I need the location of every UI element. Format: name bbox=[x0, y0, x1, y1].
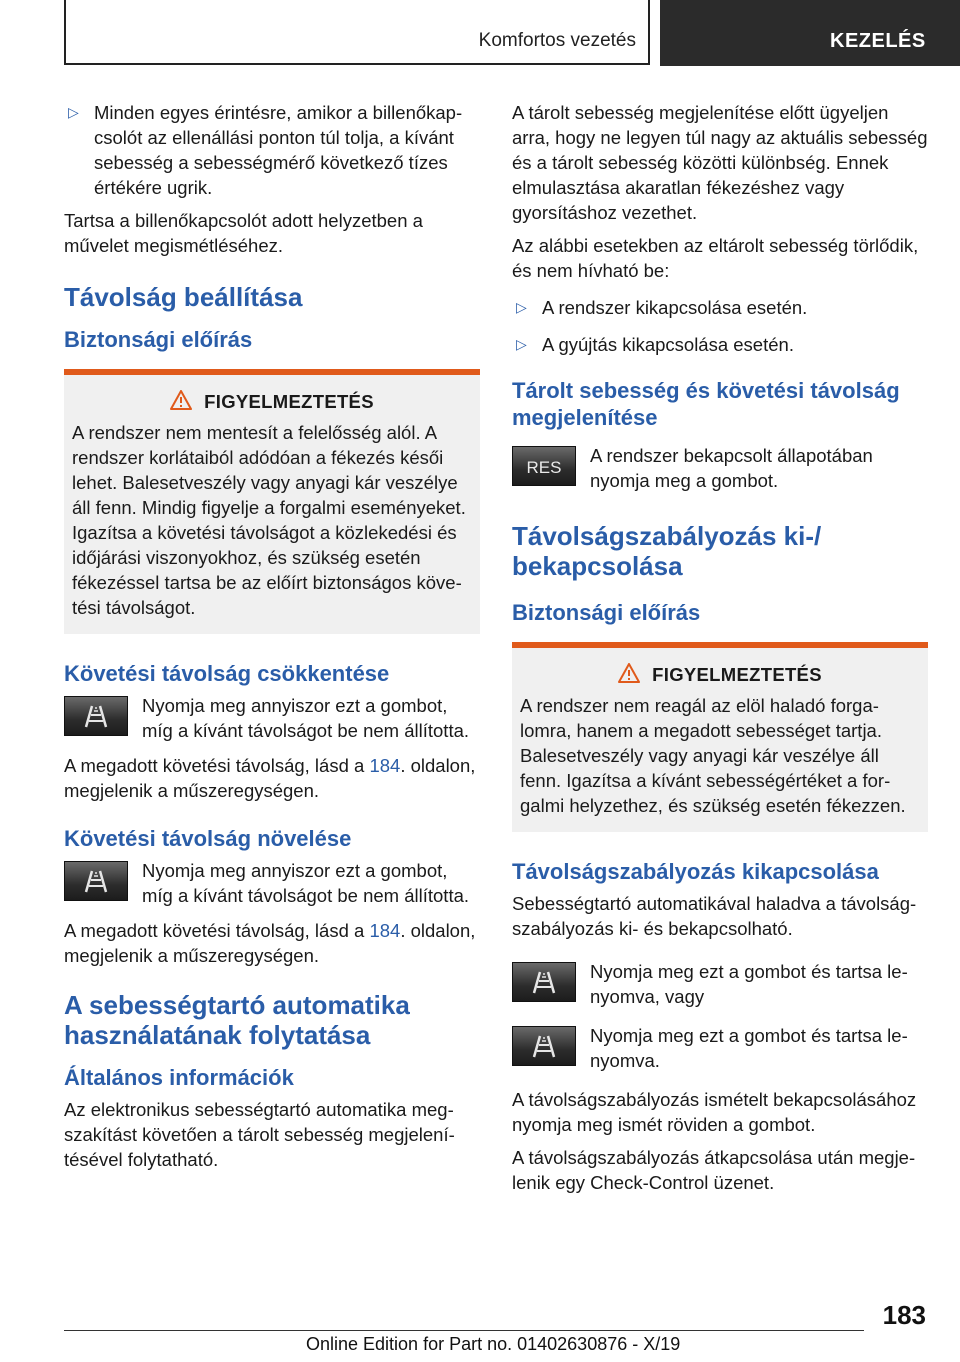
warning-title bbox=[72, 389, 472, 414]
warning-title-text: FIGYELMEZTETÉS bbox=[652, 664, 822, 685]
list-item bbox=[64, 100, 480, 200]
button-instruction bbox=[512, 1023, 928, 1073]
subsection-heading: Távolságszabályozás kikapcsolása bbox=[512, 859, 879, 884]
list-item bbox=[512, 295, 928, 320]
paragraph: Tartsa a billenőkapcsolót adott helyzetben a művelet megismétléséhez. bbox=[64, 210, 423, 256]
warning-triangle-icon bbox=[170, 390, 192, 410]
paragraph: Az alábbi esetekben az eltárolt sebesség törlődik, és nem hívható be: bbox=[512, 235, 919, 281]
warning-text: A rendszer nem reagál az elöl haladó forgalomra, hanem a megadott sebességet tartja. Balesetveszély vagy anyagi kár veszélye áll fenn. Igazítsa a kívánt sebességértéket a forgalmi helyzethez, és szükség esetén fékezzen. bbox=[520, 695, 906, 816]
page-reference-link[interactable]: 184 bbox=[369, 920, 401, 941]
button-instruction-text: A rendszer bekapcsolt állapotában nyomja meg a gombot. bbox=[590, 445, 873, 491]
footer-rule bbox=[64, 1330, 864, 1331]
warning-title bbox=[520, 662, 920, 687]
paragraph: A tárolt sebesség megjelenítése előtt ügyeljen arra, hogy ne legyen túl nagy az aktuális sebesség és a tárolt sebesség közötti különbség. Ennek elmulasztása akaratlan fékezéshez vagy gyorsításhoz vezethet. bbox=[512, 102, 928, 223]
left-column bbox=[64, 100, 480, 1180]
res-button-icon bbox=[512, 446, 576, 486]
subsection-heading: Tárolt sebesség és követési távolság megjelenítése bbox=[512, 378, 900, 430]
header-rule-mid bbox=[648, 0, 650, 64]
triangle-bullet-icon: ▷ bbox=[516, 336, 527, 352]
paragraph-text: A megadott követési távolság, lásd a bbox=[64, 755, 370, 776]
subsection-heading: Követési távolság csökkentése bbox=[64, 661, 390, 686]
paragraph: A távolságszabályozás átkapcsolása után megjelenik egy Check-Control üzenet. bbox=[512, 1147, 916, 1193]
paragraph-text: . oldalon, megjelenik a műszeregységen. bbox=[64, 920, 476, 966]
button-instruction bbox=[512, 443, 928, 493]
button-instruction-text: Nyomja meg annyiszor ezt a gombot, míg a kívánt távolságot be nem állította. bbox=[142, 860, 470, 906]
header-rule-bottom bbox=[64, 63, 650, 65]
header-chapter-label: KEZELÉS bbox=[830, 30, 926, 52]
header-section-title: Komfortos vezetés bbox=[478, 30, 636, 51]
warning-title-text: FIGYELMEZTETÉS bbox=[204, 391, 374, 412]
paragraph: Sebességtartó automatikával haladva a távolságszabályozás ki- és bekapcsolható. bbox=[512, 893, 917, 939]
distance-control-button-icon bbox=[64, 861, 128, 901]
distance-control-button-icon bbox=[64, 696, 128, 736]
button-instruction-text: Nyomja meg ezt a gombot és tartsa lenyomva, vagy bbox=[590, 961, 908, 1007]
warning-box bbox=[512, 642, 928, 832]
button-instruction-text: Nyomja meg annyiszor ezt a gombot, míg a kívánt távolságot be nem állította. bbox=[142, 695, 470, 741]
paragraph: Az elektronikus sebességtartó automatika megszakítást követően a tárolt sebesség megjelenítésével folytatható. bbox=[64, 1099, 455, 1170]
warning-triangle-icon bbox=[618, 663, 640, 683]
edition-note: Online Edition for Part no. 01402630876 - X/19 bbox=[306, 1334, 681, 1354]
triangle-bullet-icon: ▷ bbox=[516, 299, 527, 315]
subsection-heading: Biztonsági előírás bbox=[64, 327, 253, 352]
header-rule-left bbox=[64, 0, 66, 64]
button-instruction-text: Nyomja meg ezt a gombot és tartsa lenyomva. bbox=[590, 1025, 908, 1071]
page-footer bbox=[0, 1290, 960, 1362]
paragraph bbox=[64, 918, 480, 968]
list-item-text: A rendszer kikapcsolása esetén. bbox=[542, 297, 808, 318]
page-header bbox=[0, 0, 960, 66]
subsection-heading: Általános információk bbox=[64, 1065, 294, 1090]
right-column bbox=[512, 100, 928, 1203]
list-item-text: Minden egyes érintésre, amikor a billenőkapcsolót az ellenállási ponton túl tolja, a kívánt sebesség a sebességmérő következő tízes értékére ugrik. bbox=[94, 102, 463, 198]
res-button-label: RES bbox=[526, 458, 562, 477]
paragraph: A távolságszabályozás ismételt bekapcsolásához nyomja meg ismét röviden a gombot. bbox=[512, 1089, 917, 1135]
paragraph-text: A megadott követési távolság, lásd a bbox=[64, 920, 370, 941]
distance-control-button-icon bbox=[512, 1026, 576, 1066]
page-number: 183 bbox=[882, 1300, 926, 1330]
paragraph bbox=[64, 753, 480, 803]
button-instruction bbox=[64, 858, 480, 908]
section-heading: Távolságszabályozás ki-/ bekapcsolása bbox=[512, 521, 822, 581]
button-instruction bbox=[512, 959, 928, 1009]
warning-text: A rendszer nem mentesít a felelősség alól. A rendszer korlátaiból adódóan a fékezés késői lehet. Balesetveszély vagy anyagi kár veszélye áll fenn. Mindig figyelje a forgalmi eseményeket. Igazítsa a követési távolságot a közlekedési és időjárási viszonyokhoz, és szükség esetén fékezéssel tartsa be az előírt biztonságos követési távolságot. bbox=[72, 422, 466, 618]
distance-control-button-icon bbox=[512, 962, 576, 1002]
section-heading: Távolság beállítása bbox=[64, 282, 303, 312]
paragraph-text: . oldalon, megjelenik a műszeregységen. bbox=[64, 755, 476, 801]
subsection-heading: Követési távolság növelése bbox=[64, 826, 352, 851]
subsection-heading: Biztonsági előírás bbox=[512, 600, 701, 625]
list-item bbox=[512, 332, 928, 357]
header-chapter-tab bbox=[660, 0, 960, 66]
page-reference-link[interactable]: 184 bbox=[369, 755, 401, 776]
section-heading: A sebességtartó automatika használatának folytatása bbox=[64, 990, 410, 1050]
warning-box bbox=[64, 369, 480, 634]
triangle-bullet-icon: ▷ bbox=[68, 104, 79, 120]
button-instruction bbox=[64, 693, 480, 743]
list-item-text: A gyújtás kikapcsolása esetén. bbox=[542, 334, 794, 355]
